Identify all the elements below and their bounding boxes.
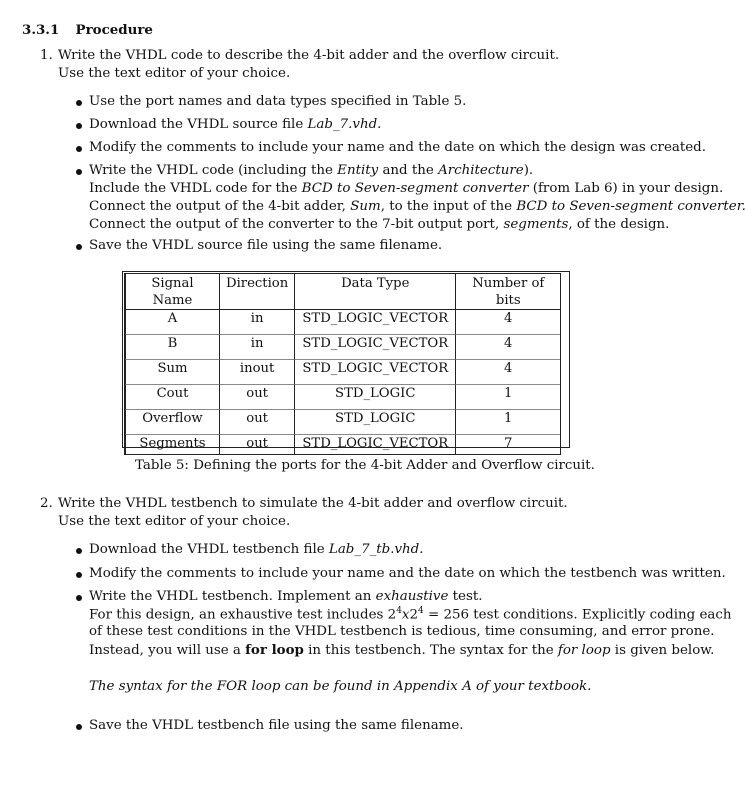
table-cell: STD_LOGIC (295, 409, 456, 434)
bullet-icon (76, 100, 82, 106)
step1-bullet2-text: Download the VHDL source file (89, 117, 308, 132)
source-filename: Lab_7.vhd. (307, 117, 382, 132)
exponent: 4 (396, 606, 402, 616)
table-cell: 4 (456, 359, 560, 384)
table-cell: STD_LOGIC_VECTOR (295, 359, 456, 384)
step2-bullet2: Modify the comments to include your name and the date on which the testbench was written. (89, 566, 726, 581)
table-cell: out (220, 384, 295, 409)
sum-term: Sum (350, 199, 381, 214)
text: Download the VHDL testbench file (89, 542, 329, 557)
section-title: Procedure (75, 22, 153, 38)
bullet-icon (76, 595, 82, 601)
step1-bullet4-line2 (89, 181, 723, 196)
step2-bullet1 (89, 542, 424, 557)
table-cell: B (125, 334, 220, 359)
header-cell: Signal Name (125, 273, 220, 309)
step2-bullet3-line4 (89, 642, 714, 658)
segments-term: segments (503, 217, 569, 232)
text: For this design, an exhaustive test includes 2 (89, 607, 397, 623)
step2-bullet3-line2 (89, 606, 732, 622)
table-cell: 4 (456, 309, 560, 334)
table-cell: in (220, 309, 295, 334)
step1-bullet3: Modify the comments to include your name and the date on which the design was created. (89, 140, 707, 155)
text: Connect the output of the 4-bit adder, (89, 199, 351, 214)
table-cell: Cout (125, 384, 220, 409)
table-row (125, 384, 560, 409)
step1-bullet4-line4 (89, 217, 669, 232)
table-cell: STD_LOGIC_VECTOR (295, 309, 456, 334)
table-cell: out (220, 434, 295, 455)
header-cell: Data Type (295, 273, 456, 309)
step1-bullet4-line1 (89, 163, 533, 178)
table-cell: A (125, 309, 220, 334)
converter-term: BCD to Seven-segment converter (301, 181, 529, 196)
text: = 256 test conditions. Explicitly coding each (423, 607, 732, 623)
testbench-filename: Lab_7_tb.vhd. (328, 542, 424, 557)
table-cell: 1 (456, 409, 560, 434)
table-cell: STD_LOGIC (295, 384, 456, 409)
text: , of the design. (568, 217, 670, 232)
step2-line1: Write the VHDL testbench to simulate the 4-bit adder and overflow circuit. (58, 496, 568, 511)
step1-bullet5: Save the VHDL source file using the same filename. (89, 238, 443, 253)
step2-line2: Use the text editor of your choice. (58, 514, 291, 529)
table-cell: Sum (125, 359, 220, 384)
table-row (125, 359, 560, 384)
step1-line1: Write the VHDL code to describe the 4-bit adder and the overflow circuit. (58, 48, 560, 63)
text: Include the VHDL code for the (89, 181, 302, 196)
table-row (125, 409, 560, 434)
step2-bullet3-line3: of these test conditions in the VHDL testbench is tedious, time consuming, and error prone. (89, 624, 715, 639)
text: (from Lab 6) in your design. (528, 181, 724, 196)
text: is given below. (610, 643, 715, 658)
table-cell: in (220, 334, 295, 359)
entity-term: Entity (337, 163, 379, 178)
table-cell: 4 (456, 334, 560, 359)
text: in this testbench. The syntax for the (303, 643, 558, 658)
table-cell: 1 (456, 384, 560, 409)
times-symbol: x (401, 607, 410, 623)
step2-bullet4: Save the VHDL testbench file using the same filename. (89, 718, 464, 733)
table-cell: inout (220, 359, 295, 384)
step1-bullet2 (89, 117, 381, 132)
syntax-note: The syntax for the FOR loop can be found in Appendix A of your textbook. (89, 679, 592, 694)
table-cell: STD_LOGIC_VECTOR (295, 334, 456, 359)
header-cell: Direction (220, 273, 295, 309)
table-row (125, 334, 560, 359)
bullet-icon (76, 146, 82, 152)
table-header-row (125, 273, 560, 309)
for-loop-term: for loop (245, 642, 304, 658)
text: Instead, you will use a (89, 643, 246, 658)
exhaustive-term: exhaustive (375, 589, 449, 604)
for-loop-term: for loop (557, 643, 611, 658)
step1-line2: Use the text editor of your choice. (58, 66, 291, 81)
section-number: 3.3.1 (22, 22, 60, 38)
bullet-icon (76, 169, 82, 175)
text: 2 (409, 607, 419, 623)
text: Write the VHDL code (including the (89, 163, 338, 178)
text: Write the VHDL testbench. Implement an (89, 589, 376, 604)
section-heading (22, 22, 153, 38)
table-caption: Table 5: Defining the ports for the 4-bit Adder and Overflow circuit. (135, 458, 595, 473)
step1-bullet1: Use the port names and data types specified in Table 5. (89, 94, 467, 109)
text: , to the input of the (380, 199, 517, 214)
header-cell: Number of bits (456, 273, 560, 309)
bullet-icon (76, 724, 82, 730)
table-cell: STD_LOGIC_VECTOR (295, 434, 456, 455)
exponent: 4 (418, 606, 424, 616)
bullet-icon (76, 123, 82, 129)
text: Connect the output of the converter to the 7-bit output port, (89, 217, 504, 232)
bullet-icon (76, 548, 82, 554)
table-row (125, 434, 560, 455)
table-cell: 7 (456, 434, 560, 455)
text: test. (448, 589, 483, 604)
bullet-icon (76, 244, 82, 250)
step2-number: 2. (40, 496, 53, 511)
bullet-icon (76, 572, 82, 578)
step1-bullet4-line3 (89, 199, 746, 214)
table-row (125, 309, 560, 334)
architecture-term: Architecture (438, 163, 524, 178)
ports-table (124, 273, 561, 455)
table-cell: out (220, 409, 295, 434)
step1-number: 1. (40, 48, 53, 63)
table-cell: Overflow (125, 409, 220, 434)
step2-bullet3-line1 (89, 589, 482, 604)
text: and the (378, 163, 439, 178)
table-cell: Segments (125, 434, 220, 455)
converter-term: BCD to Seven-segment converter. (516, 199, 746, 214)
text: ). (523, 163, 534, 178)
